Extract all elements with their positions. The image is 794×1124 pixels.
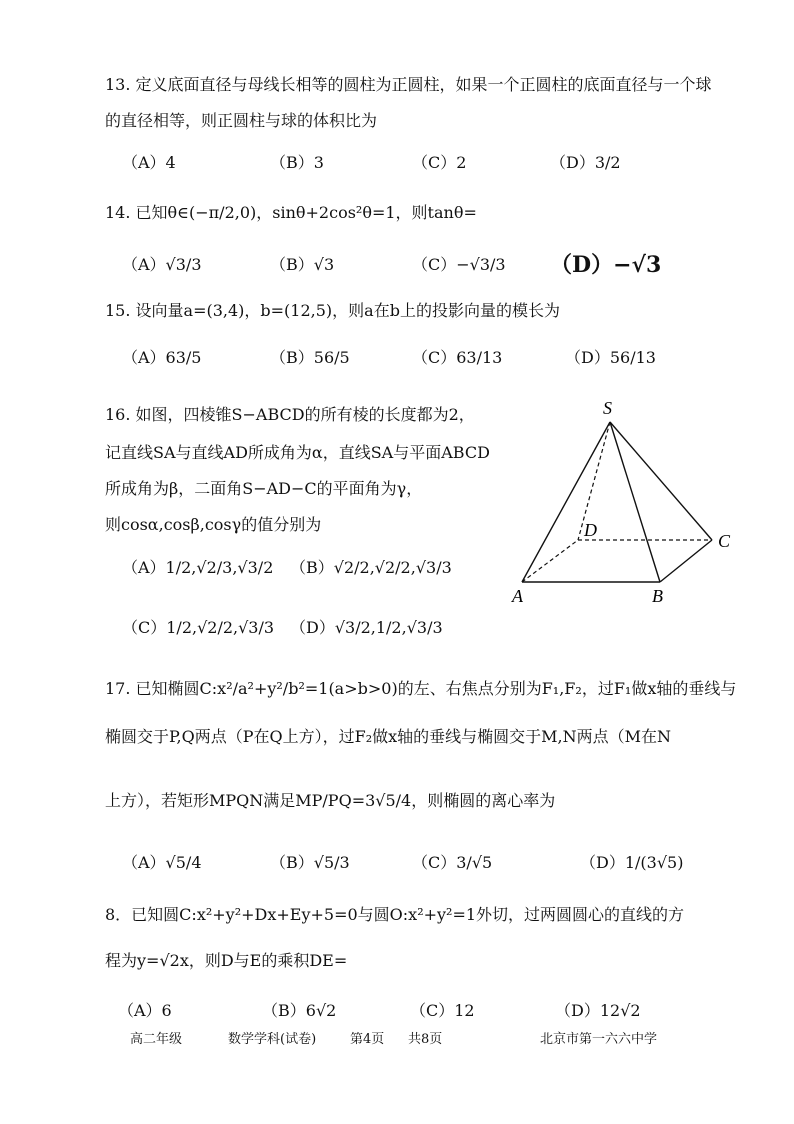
q17-option-c: （C）3/√5 [412,853,493,872]
q13-line2: 的直径相等，则正圆柱与球的体积比为 [105,111,378,130]
q15-option-a: （A）63/5 [122,348,202,367]
q16-option-c: （C）1/2,√2/2,√3/3 [122,618,275,637]
q16-option-b: （B）√2/2,√2/2,√3/3 [290,558,452,577]
q17-option-d: （D）1/(3√5) [580,853,684,872]
edge-sb [610,422,660,582]
q14-option-a: （A）√3/3 [122,255,202,274]
q18-option-d: （D）12√2 [555,1001,641,1020]
q18-line2: 程为y=√2x，则D与E的乘积DE= [105,951,348,970]
label-b: B [652,586,663,606]
footer-subject: 数学学科(试卷) [228,1032,317,1047]
q17-line1: 17. 已知椭圆C:x²/a²+y²/b²=1(a>b>0)的左、右焦点分别为F₁,F₂，过F₁做x轴的垂线与 [105,679,737,698]
footer-total: 共8页 [408,1032,443,1047]
edge-sa [522,422,610,582]
footer-page: 第4页 [350,1032,385,1047]
q17-line2: 椭圆交于P,Q两点（P在Q上方），过F₂做x轴的垂线与椭圆交于M,N两点（M在N [105,727,672,746]
q16-line1: 16. 如图，四棱锥S−ABCD的所有棱的长度都为2， [105,405,475,424]
q14-option-d: （D）−√3 [550,252,662,278]
q13-option-a: （A）4 [122,153,176,172]
q17-line3: 上方），若矩形MPQN满足MP/PQ=3√5/4，则椭圆的离心率为 [105,791,556,810]
q15-option-b: （B）56/5 [270,348,350,367]
q15-option-d: （D）56/13 [565,348,656,367]
q18-line1: 8．已知圆C:x²+y²+Dx+Ey+5=0与圆O:x²+y²=1外切，过两圆圆心的直线的方 [105,905,685,924]
q17-option-b: （B）√5/3 [270,853,350,872]
label-s: S [603,398,612,418]
q17-option-a: （A）√5/4 [122,853,202,872]
q16-line2: 记直线SA与直线AD所成角为α，直线SA与平面ABCD [105,443,490,462]
q16-line3: 所成角为β，二面角S−AD−C的平面角为γ， [105,479,423,498]
q16-option-a: （A）1/2,√2/3,√3/2 [122,558,274,577]
q18-option-c: （C）12 [410,1001,475,1020]
pyramid-figure [500,400,760,610]
q16-line4: 则cosα,cosβ,cosγ的值分别为 [105,515,322,534]
edge-sc [610,422,712,540]
edge-ad [522,540,578,582]
q13-line1: 13. 定义底面直径与母线长相等的圆柱为正圆柱，如果一个正圆柱的底面直径与一个球 [105,75,712,94]
q14-stem: 14. 已知θ∈(−π/2,0)，sinθ+2cos²θ=1，则tanθ= [105,203,477,222]
q15-stem: 15. 设向量a=(3,4)，b=(12,5)，则a在b上的投影向量的模长为 [105,301,560,320]
label-a: A [512,586,523,606]
footer-school: 北京市第一六六中学 [540,1032,658,1047]
edge-bc [660,540,712,582]
footer-grade: 高二年级 [130,1032,183,1047]
q18-option-a: （A）6 [118,1001,172,1020]
q13-option-b: （B）3 [270,153,324,172]
label-d: D [584,520,597,540]
q16-option-d: （D）√3/2,1/2,√3/3 [290,618,443,637]
q14-option-c: （C）−√3/3 [412,255,506,274]
q13-option-c: （C）2 [412,153,467,172]
label-c: C [718,531,731,551]
q14-option-b: （B）√3 [270,255,335,274]
q15-option-c: （C）63/13 [412,348,503,367]
q18-option-b: （B）6√2 [262,1001,337,1020]
q13-option-d: （D）3/2 [550,153,621,172]
